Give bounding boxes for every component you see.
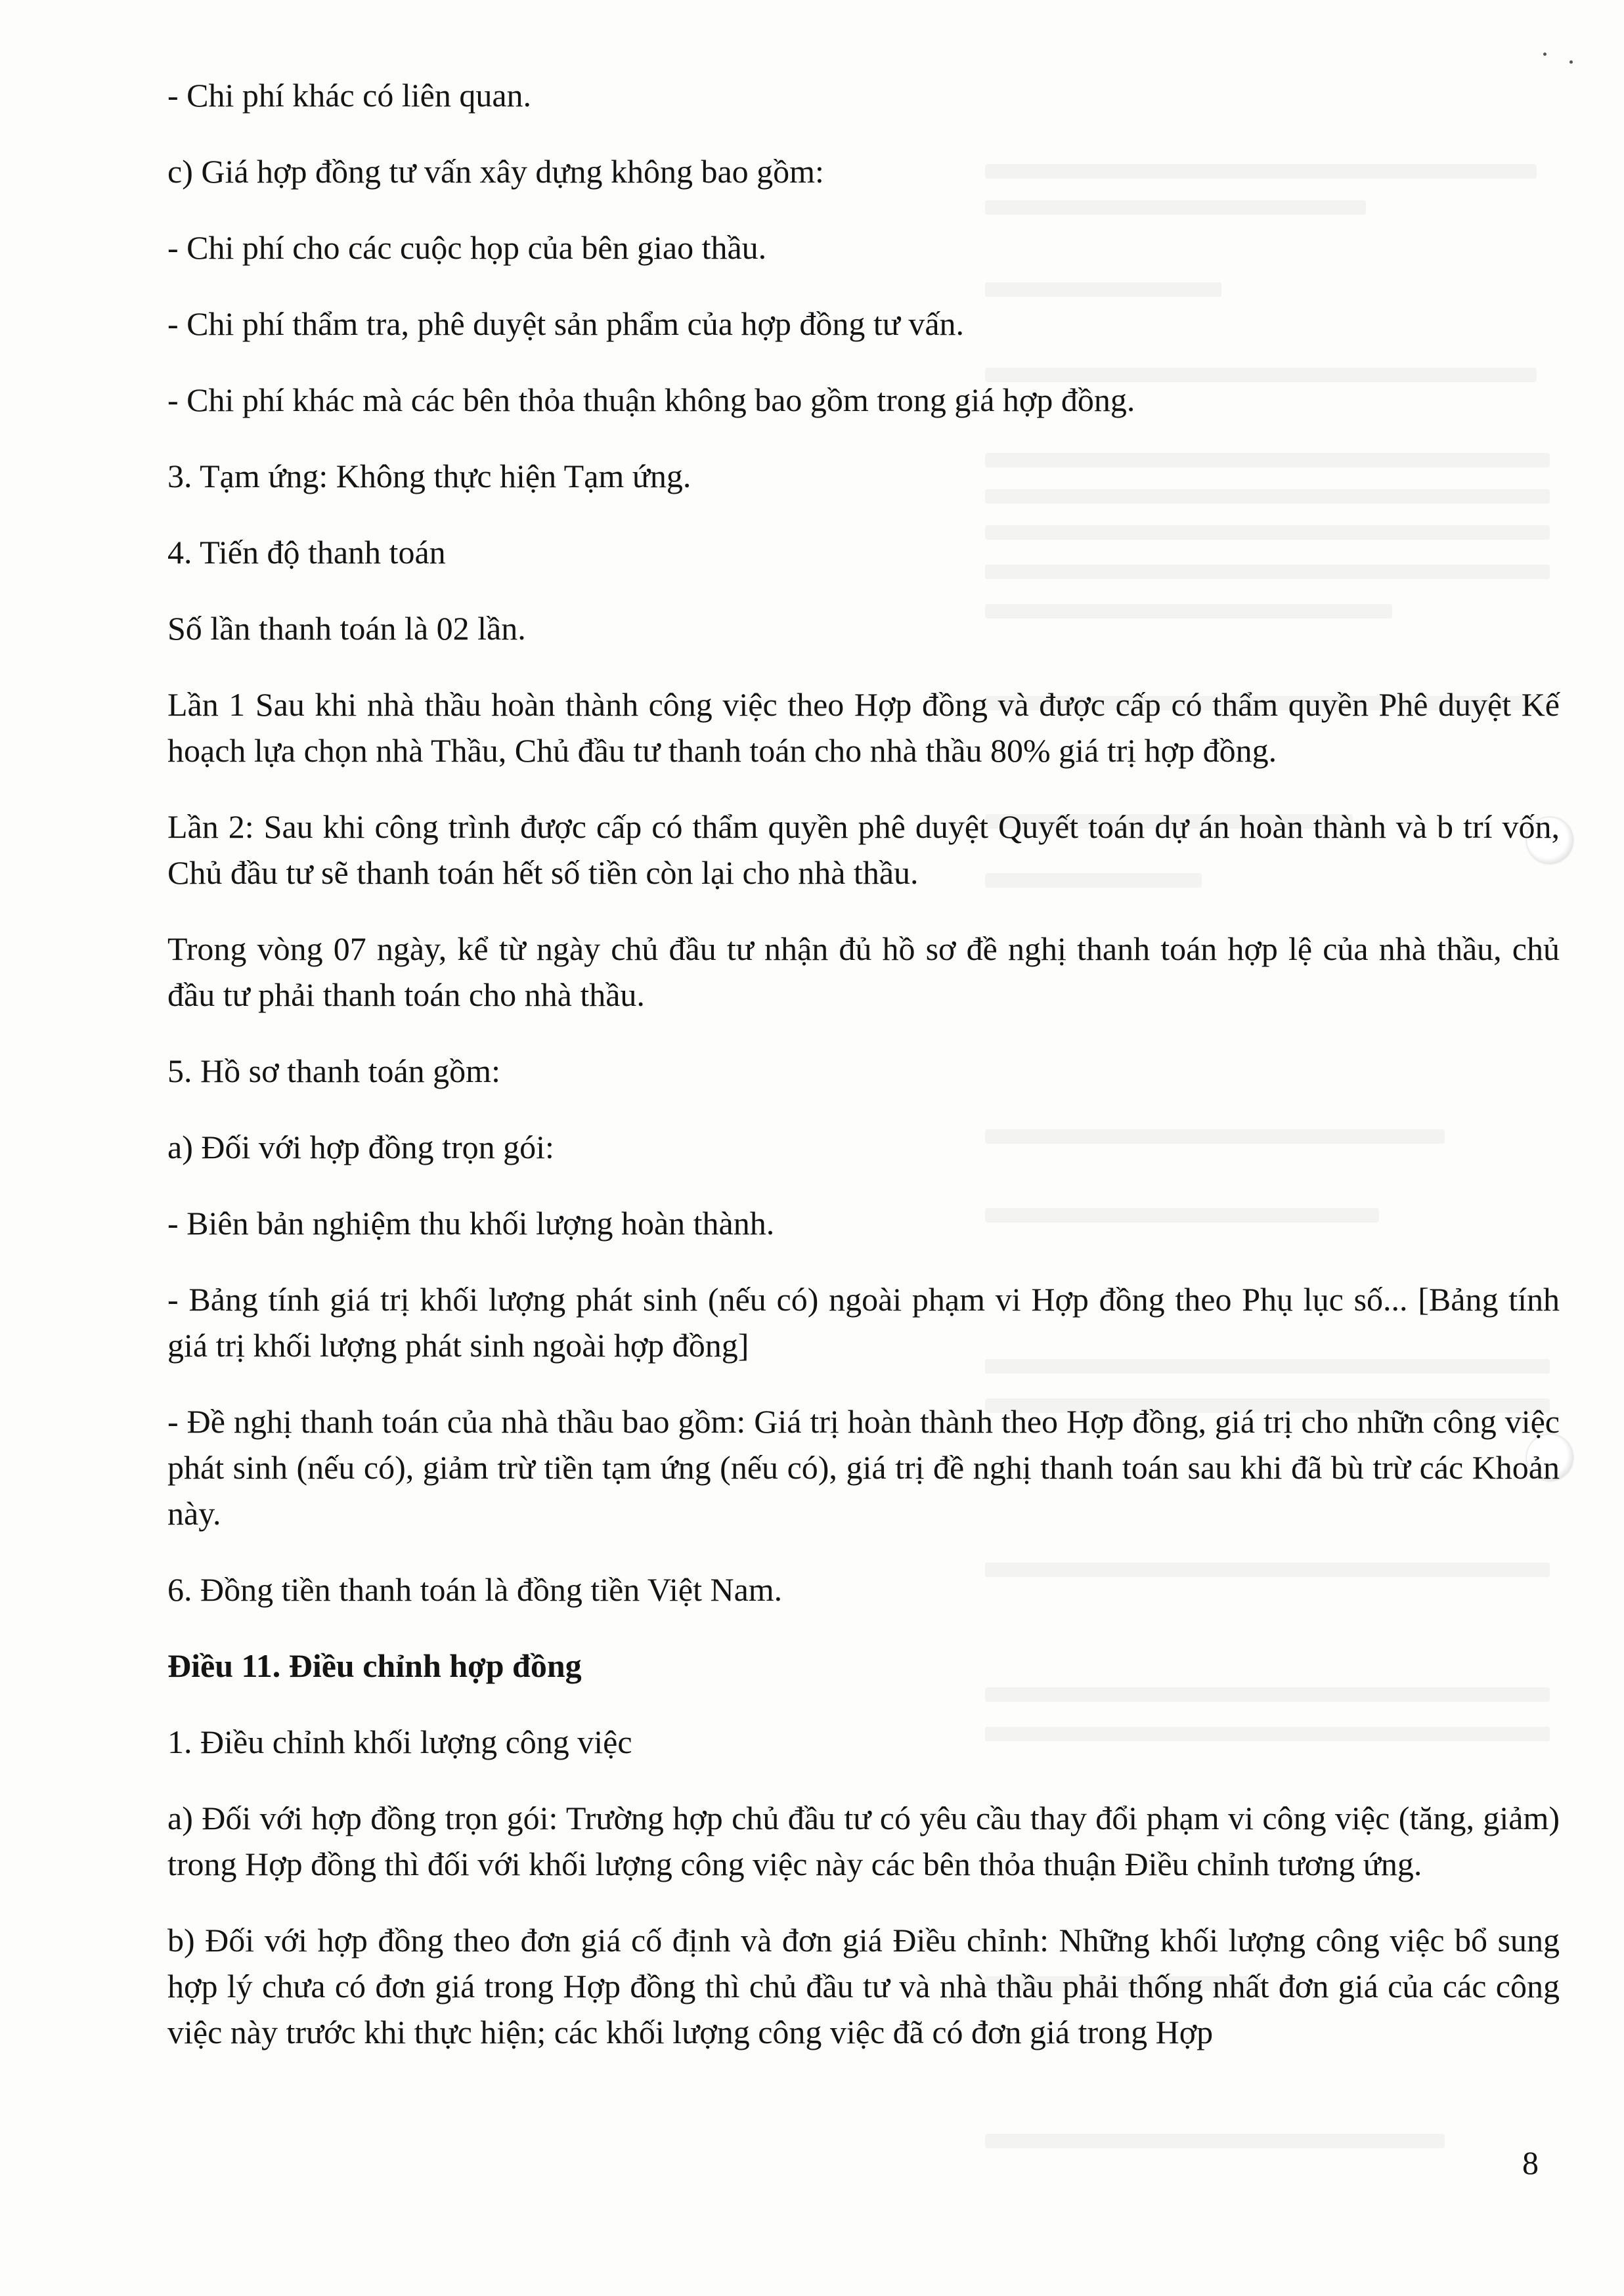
paragraph: - Đề nghị thanh toán của nhà thầu bao gồm: Giá trị hoàn thành theo Hợp đồng, giá trị cho nhữn công việc phát sinh (nếu có), giảm trừ tiền tạm ứng (nếu có), giá trị đề nghị thanh toán sau khi đã bù trừ các Khoản này. [167, 1403, 1560, 1532]
paragraph: - Chi phí khác mà các bên thỏa thuận không bao gồm trong giá hợp đồng. [167, 381, 1135, 418]
document-body [167, 72, 1560, 2085]
paragraph: - Chi phí thẩm tra, phê duyệt sản phẩm của hợp đồng tư vấn. [167, 305, 965, 342]
paragraph: 4. Tiến độ thanh toán [167, 534, 446, 571]
paragraph: b) Đối với hợp đồng theo đơn giá cố định và đơn giá Điều chỉnh: Những khối lượng công việc bổ sung hợp lý chưa có đơn giá trong Hợp đồng thì chủ đầu tư và nhà thầu phải thống nhất đơn giá của các công việc này trước khi thực hiện; các khối lượng công việc đã có đơn giá trong Hợp [167, 1922, 1560, 2050]
paragraph: - Bảng tính giá trị khối lượng phát sinh (nếu có) ngoài phạm vi Hợp đồng theo Phụ lục số... [Bảng tính giá trị khối lượng phát sinh ngoài hợp đồng] [167, 1281, 1560, 1364]
paragraph: - Chi phí cho các cuộc họp của bên giao thầu. [167, 229, 767, 266]
scan-speck [1569, 60, 1573, 64]
section-heading: Điều 11. Điều chỉnh hợp đồng [167, 1647, 582, 1684]
paragraph: Lần 1 Sau khi nhà thầu hoàn thành công việc theo Hợp đồng và được cấp có thẩm quyền Phê duyệt Kế hoạch lựa chọn nhà Thầu, Chủ đầu tư thanh toán cho nhà thầu 80% giá trị hợp đồng. [167, 686, 1560, 769]
paragraph: a) Đối với hợp đồng trọn gói: Trường hợp chủ đầu tư có yêu cầu thay đổi phạm vi công việc (tăng, giảm) trong Hợp đồng thì đối với khối lượng công việc này các bên thỏa thuận Điều chỉnh tương ứng. [167, 1800, 1560, 1882]
paragraph: - Biên bản nghiệm thu khối lượng hoàn thành. [167, 1205, 775, 1242]
paragraph: Lần 2: Sau khi công trình được cấp có thẩm quyền phê duyệt Quyết toán dự án hoàn thành và b trí vốn, Chủ đầu tư sẽ thanh toán hết số tiền còn lại cho nhà thầu. [167, 808, 1560, 891]
paragraph: 6. Đồng tiền thanh toán là đồng tiền Việt Nam. [167, 1571, 783, 1608]
paragraph: - Chi phí khác có liên quan. [167, 77, 532, 114]
paragraph: Trong vòng 07 ngày, kể từ ngày chủ đầu tư nhận đủ hồ sơ đề nghị thanh toán hợp lệ của nhà thầu, chủ đầu tư phải thanh toán cho nhà thầu. [167, 930, 1560, 1013]
paragraph: 3. Tạm ứng: Không thực hiện Tạm ứng. [167, 458, 691, 494]
scan-speck [1543, 53, 1547, 56]
page-number: 8 [1522, 2144, 1539, 2181]
paragraph: 1. Điều chỉnh khối lượng công việc [167, 1723, 632, 1760]
paragraph: c) Giá hợp đồng tư vấn xây dựng không bao gồm: [167, 153, 824, 190]
paragraph: Số lần thanh toán là 02 lần. [167, 610, 526, 647]
paragraph: 5. Hồ sơ thanh toán gồm: [167, 1052, 500, 1089]
paragraph: a) Đối với hợp đồng trọn gói: [167, 1129, 554, 1165]
